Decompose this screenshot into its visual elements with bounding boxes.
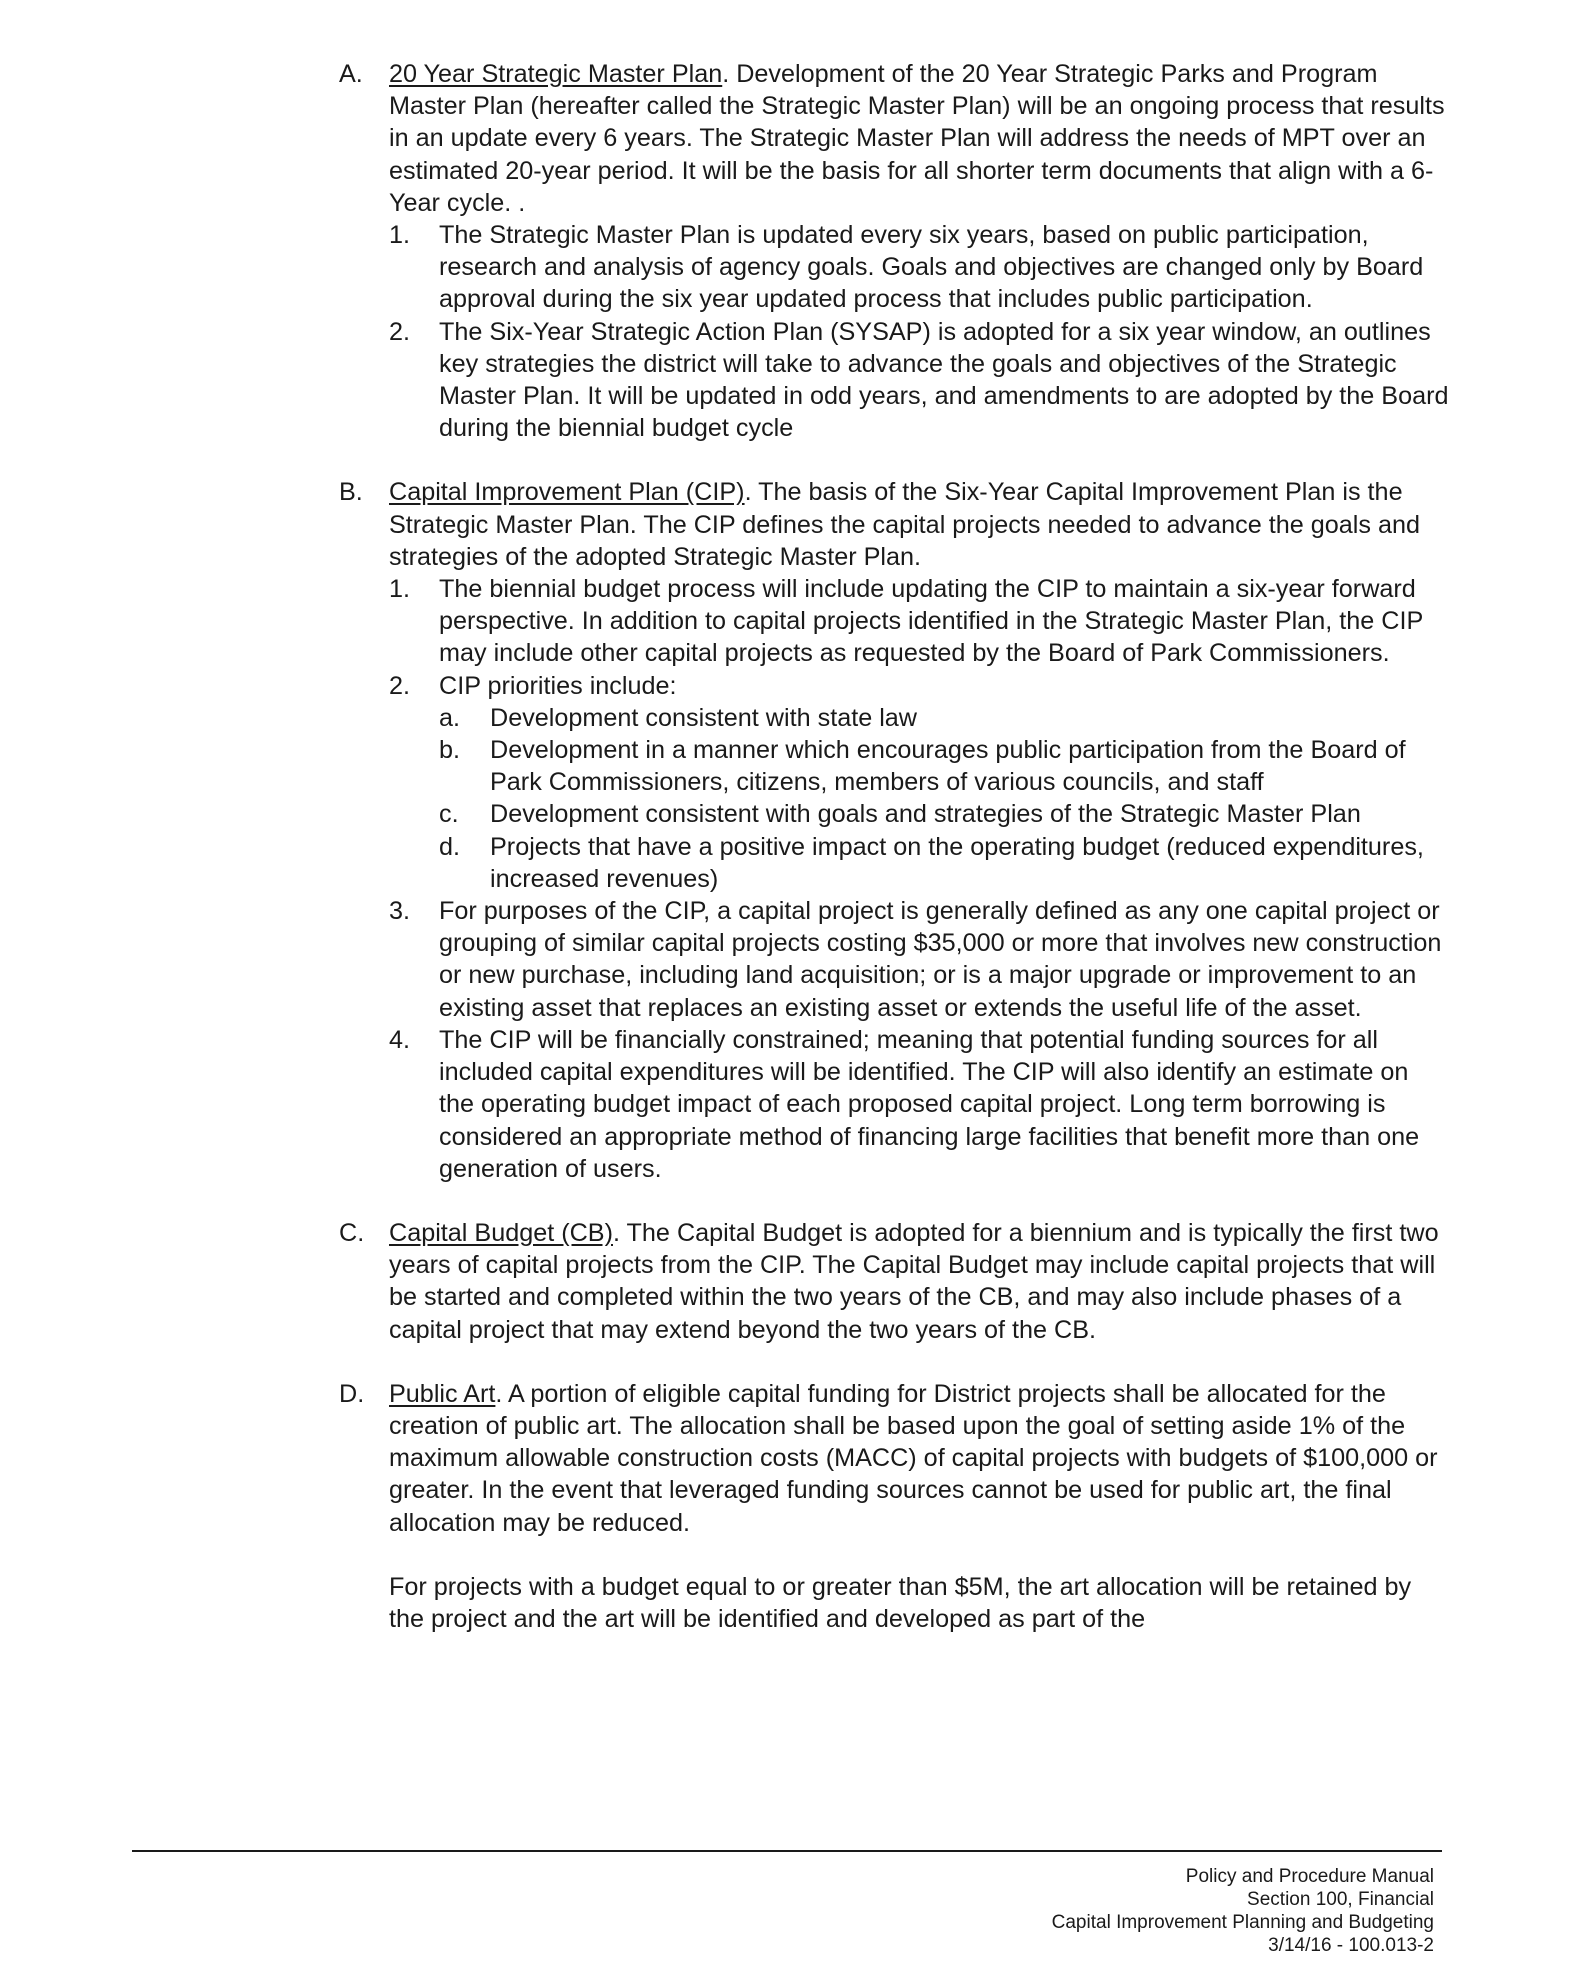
section-a — [339, 58, 1449, 444]
list-item — [389, 219, 1449, 316]
list-marker: 1. — [389, 221, 411, 250]
sub-list-marker: b. — [439, 736, 461, 765]
sub-list-item-text: Projects that have a positive impact on the operating budget (reduced expenditures, increased revenues) — [490, 832, 1424, 893]
list-marker: 3. — [389, 897, 411, 926]
footer-divider — [132, 1850, 1442, 1852]
section-title: Capital Budget (CB) — [389, 1218, 613, 1247]
section-title: Public Art — [389, 1379, 496, 1408]
list-marker: 1. — [389, 575, 411, 604]
footer-section: Section 100, Financial — [1247, 1889, 1434, 1910]
list-item-text: For purposes of the CIP, a capital project is generally defined as any one capital project or grouping of similar capital projects costing $35,000 or more that involves new construction or new purchase, including land acquisition; or is a major upgrade or improvement to an existing asset that replaces an existing asset or extends the useful life of the asset. — [439, 897, 1442, 1022]
sub-list-item-text: Development in a manner which encourages public participation from the Board of Park Commissioners, citizens, members of various councils, and staff — [490, 736, 1406, 797]
section-text: . A portion of eligible capital funding for District projects shall be allocated for the creation of public art. The allocation shall be based upon the goal of setting aside 1% of the maximum allowable construction costs (MACC) of capital projects with budgets of $100,000 or greater. In the event that leveraged funding sources cannot be used for public art, the final allocation may be reduced. — [389, 1379, 1438, 1537]
footer-topic: Capital Improvement Planning and Budgeting — [1051, 1912, 1434, 1933]
section-title: 20 Year Strategic Master Plan — [389, 60, 723, 88]
section-extra-paragraph: For projects with a budget equal to or greater than $5M, the art allocation will be retained by the project and the art will be identified and developed as part of the — [389, 1572, 1412, 1633]
list-item-text: The Six-Year Strategic Action Plan (SYSAP) is adopted for a six year window, an outlines key strategies the district will take to advance the goals and objectives of the Strategic Master Plan. It will be updated in odd years, and amendments to are adopted by the Board during the biennial budget cycle — [439, 317, 1449, 443]
section-letter: D. — [339, 1379, 365, 1408]
footer-page-id: 3/14/16 - 100.013-2 — [1268, 1935, 1434, 1956]
list-item — [389, 1024, 1449, 1185]
list-marker: 2. — [389, 671, 411, 700]
list-item — [389, 670, 1449, 895]
section-letter: C. — [339, 1218, 365, 1247]
list-item — [389, 895, 1449, 1024]
page-footer — [834, 1865, 1434, 1957]
section-paragraph — [389, 1217, 1449, 1346]
sub-list-item — [439, 734, 1449, 798]
section-paragraph — [389, 58, 1449, 219]
list-marker: 2. — [389, 317, 411, 346]
section-letter: B. — [339, 478, 363, 507]
section-paragraph — [389, 476, 1449, 573]
sub-list-marker: d. — [439, 832, 461, 861]
section-b — [339, 476, 1449, 1184]
sub-list-item-text: Development consistent with goals and strategies of the Strategic Master Plan — [490, 800, 1361, 829]
section-letter: A. — [339, 60, 363, 88]
list-item-text: The biennial budget process will include updating the CIP to maintain a six-year forward perspective. In addition to capital projects identified in the Strategic Master Plan, the CIP may include other capital projects as requested by the Board of Park Commissioners. — [439, 575, 1423, 668]
sub-list-item — [439, 831, 1449, 895]
sub-list-item-text: Development consistent with state law — [490, 703, 917, 732]
section-text: . Development of the 20 Year Strategic Parks and Program Master Plan (hereafter called the Strategic Master Plan) will be an ongoing process that results in an update every 6 years. The Strategic Master Plan will address the needs of MPT over an estimated 20-year period. It will be the basis for all shorter term documents that align with a 6-Year cycle. . — [389, 60, 1445, 217]
document-body — [339, 58, 1449, 1635]
section-c — [339, 1217, 1449, 1346]
sub-list-marker: c. — [439, 800, 459, 829]
list-item — [389, 573, 1449, 670]
sub-list-item — [439, 798, 1449, 830]
section-paragraph — [389, 1378, 1449, 1539]
list-item — [389, 316, 1449, 445]
sub-list-item — [439, 702, 1449, 734]
list-marker: 4. — [389, 1025, 411, 1054]
section-title: Capital Improvement Plan (CIP) — [389, 478, 745, 507]
list-item-text: CIP priorities include: — [439, 671, 677, 700]
list-item-text: The Strategic Master Plan is updated every six years, based on public participation, research and analysis of agency goals. Goals and objectives are changed only by Board approval during the six year updated process that includes public participation. — [439, 221, 1424, 314]
footer-manual-title: Policy and Procedure Manual — [1185, 1866, 1434, 1887]
section-text: . The Capital Budget is adopted for a biennium and is typically the first two years of capital projects from the CIP. The Capital Budget may include capital projects that will be started and completed within the two years of the CB, and may also include phases of a capital project that may extend beyond the two years of the CB. — [389, 1218, 1439, 1344]
section-d — [339, 1378, 1449, 1635]
section-text: . The basis of the Six-Year Capital Improvement Plan is the Strategic Master Plan. The CIP defines the capital projects needed to advance the goals and strategies of the adopted Strategic Master Plan. — [389, 478, 1421, 571]
sub-list-marker: a. — [439, 703, 461, 732]
list-item-text: The CIP will be financially constrained; meaning that potential funding sources for all included capital expenditures will be identified. The CIP will also identify an estimate on the operating budget impact of each proposed capital project. Long term borrowing is considered an appropriate method of financing large facilities that benefit more than one generation of users. — [439, 1025, 1420, 1183]
